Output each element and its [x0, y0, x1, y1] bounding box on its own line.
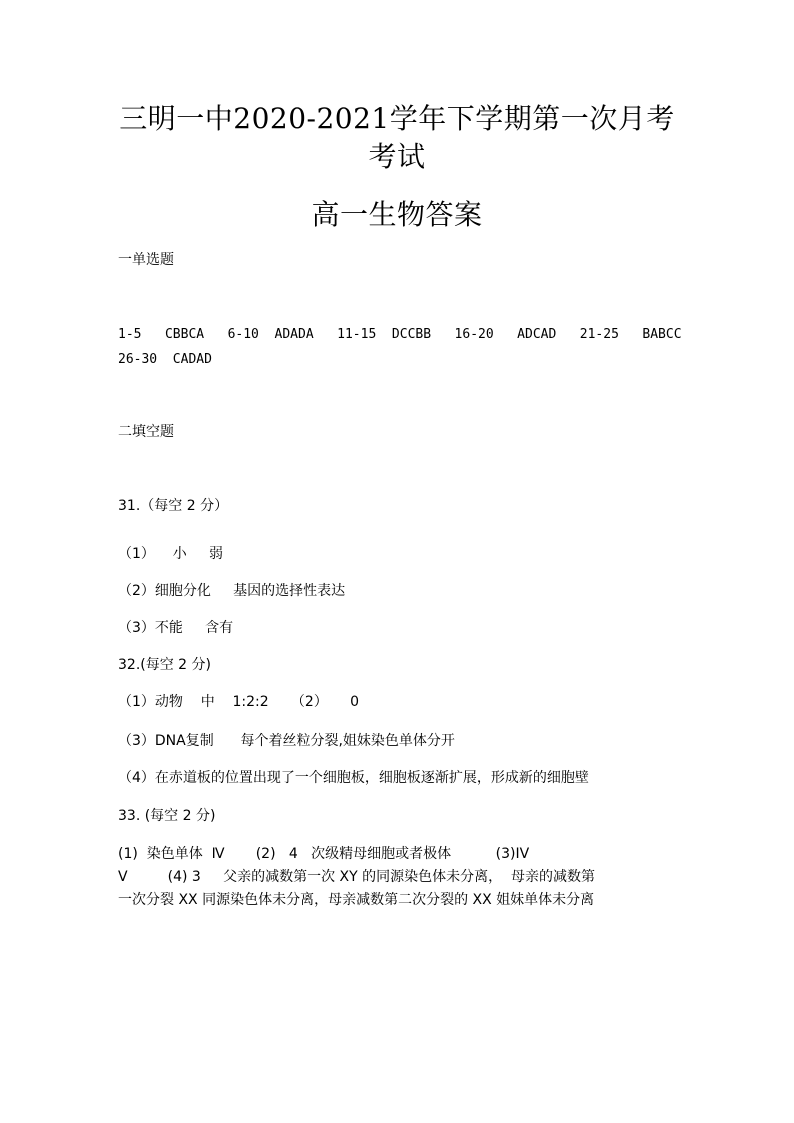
q33-answer-line2: V (4) 3 父亲的减数第一次 XY 的同源染色体未分离， 母亲的减数第: [118, 869, 596, 885]
q32-header: 32.(每空 2 分): [118, 657, 211, 673]
section2-heading: 二填空题: [118, 424, 174, 440]
q33-answer-line1: (1) 染色单体 Ⅳ (2) 4 次级精母细胞或者极体 (3)IV: [118, 846, 530, 862]
mc-answers-line1: 1-5 CBBCA 6-10 ADADA 11-15 DCCBB 16-20 ADCAD 21-25 BABCC: [118, 327, 682, 342]
q33-header: 33. (每空 2 分): [118, 808, 216, 824]
q32-answer-2: （3）DNA复制 每个着丝粒分裂,姐妹染色单体分开: [118, 733, 455, 749]
document-subtitle: 高一生物答案: [311, 198, 483, 231]
q31-answer-1: （1） 小 弱: [118, 546, 223, 562]
q32-answer-3: （4）在赤道板的位置出现了一个细胞板，细胞板逐渐扩展，形成新的细胞壁: [118, 770, 589, 786]
document-title-line1: 三明一中2020-2021学年下学期第一次月考: [119, 102, 675, 135]
section1-heading: 一单选题: [118, 252, 174, 268]
document-title-line2: 考试: [368, 140, 426, 173]
mc-answers-line2: 26-30 CADAD: [118, 352, 212, 367]
q31-header: 31.（每空 2 分）: [118, 498, 229, 514]
q31-answer-3: （3）不能 含有: [118, 620, 234, 636]
q31-answer-2: （2）细胞分化 基因的选择性表达: [118, 583, 346, 599]
q32-answer-1: （1）动物 中 1:2:2 （2） 0: [118, 694, 359, 710]
q33-answer-line3: 一次分裂 XX 同源染色体未分离，母亲减数第二次分裂的 XX 姐妹单体未分离: [118, 892, 595, 908]
